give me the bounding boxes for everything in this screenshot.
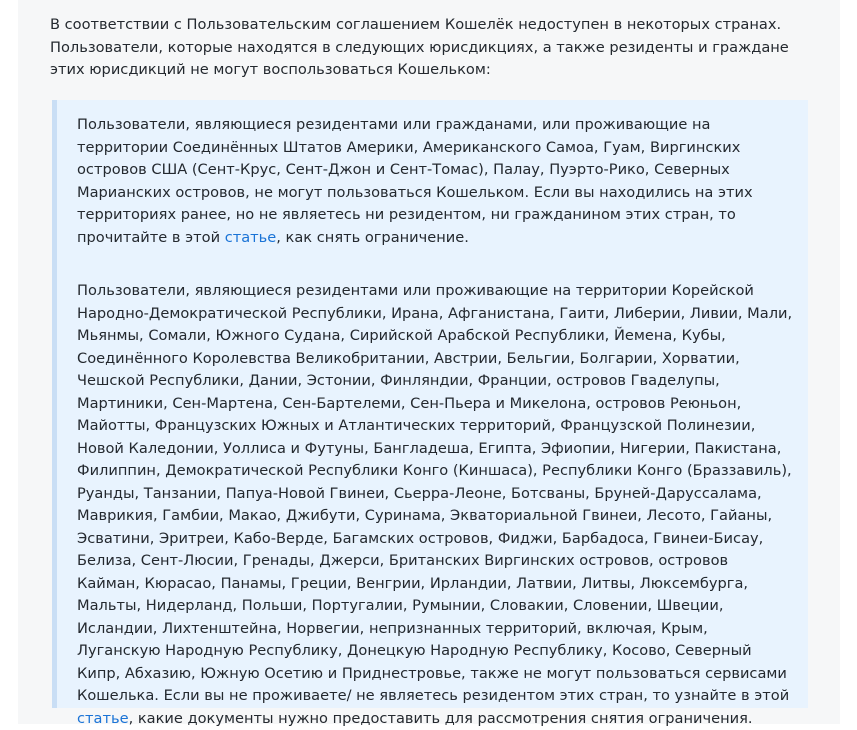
restricted-jurisdictions-callout: [52, 100, 808, 727]
us-article-link[interactable]: статье: [224, 228, 277, 246]
us-territories-text-end: , как снять ограничение.: [276, 228, 469, 246]
restricted-countries-text-end: , какие документы нужно предоставить для рассмотрения снятия ограничения.: [128, 709, 753, 727]
us-territories-paragraph: [77, 114, 793, 249]
article-container: [18, 0, 840, 727]
restricted-countries-text: Пользователи, являющиеся резидентами или проживающие на территории Корейской Народно-Демократической Республики, Ирана, Афганистана, Гаити, Либерии, Ливии, Мали, Мьянмы, Сомали, Южного Судана, Сирийской Арабской Республики, Йемена, Кубы, Соединённого Королевства Великобритании, Австрии, Бельгии, Болгарии, Хорватии, Чешской Республики, Дании, Эстонии, Финляндии, Франции, островов Гваделупы, Мартиники, Сен-Мартена, Сен-Бартелеми, Сен-Пьера и Микелона, островов Реюньон, Майотты, Французских Южных и Атлантических территорий, Французской Полинезии, Новой Каледонии, Уоллиса и Футуны, Бангладеша, Египта, Эфиопии, Нигерии, Пакистана, Филиппин, Демократической Республики Конго (Киншаса), Республики Конго (Браззавиль), Руанды, Танзании, Папуа-Новой Гвинеи, Сьерра-Леоне, Ботсваны, Бруней-Даруссалама, Маврикия, Гамбии, Макао, Джибути, Суринама, Экваториальной Гвинеи, Лесото, Гайаны, Эсватини, Эритреи, Кабо-Верде, Багамских островов, Фиджи, Барбадоса, Гвинеи-Бисау, Белиза, Сент-Люсии, Гренады, Джерси, Британских Виргинских островов, островов Кайман, Кюрасао, Панамы, Греции, Венгрии, Ирландии, Латвии, Литвы, Люксембурга, Мальты, Нидерланд, Польши, Португалии, Румынии, Словакии, Словении, Швеции, Исландии, Лихтенштейна, Норвегии, непризнанных территорий, включая, Крым, Луганскую Народную Республику, Донецкую Народную Республику, Косово, Северный Кипр, Абхазию, Южную Осетию и Приднестровье, также не могут пользоваться сервисами Кошелька. Если вы не проживаете/ не являетесь резидентом этих стран, то узнайте в этой: [77, 282, 793, 704]
documents-article-link[interactable]: статье: [77, 709, 129, 727]
restricted-countries-paragraph: [77, 280, 793, 730]
intro-paragraph: В соответствии с Пользовательским соглашением Кошелёк недоступен в некоторых странах. Пользователи, которые находятся в следующих юрисдикциях, а также резиденты и граждане этих юрисдикций не могут воспользоваться Кошельком:: [50, 16, 789, 78]
section-heading-cutoff: [50, 0, 430, 6]
us-territories-text: Пользователи, являющиеся резидентами или гражданами, или проживающие на территории Соединённых Штатов Америки, Американского Самоа, Гуам, Виргинских островов США (Сент-Крус, Сент-Джон и Сент-Томас), Палау, Пуэрто-Рико, Северных Марианских островов, не могут пользоваться Кошельком. Если вы находились на этих территориях ранее, но не являетесь ни резидентом, ни гражданином этих стран, то прочитайте в этой: [77, 116, 753, 246]
